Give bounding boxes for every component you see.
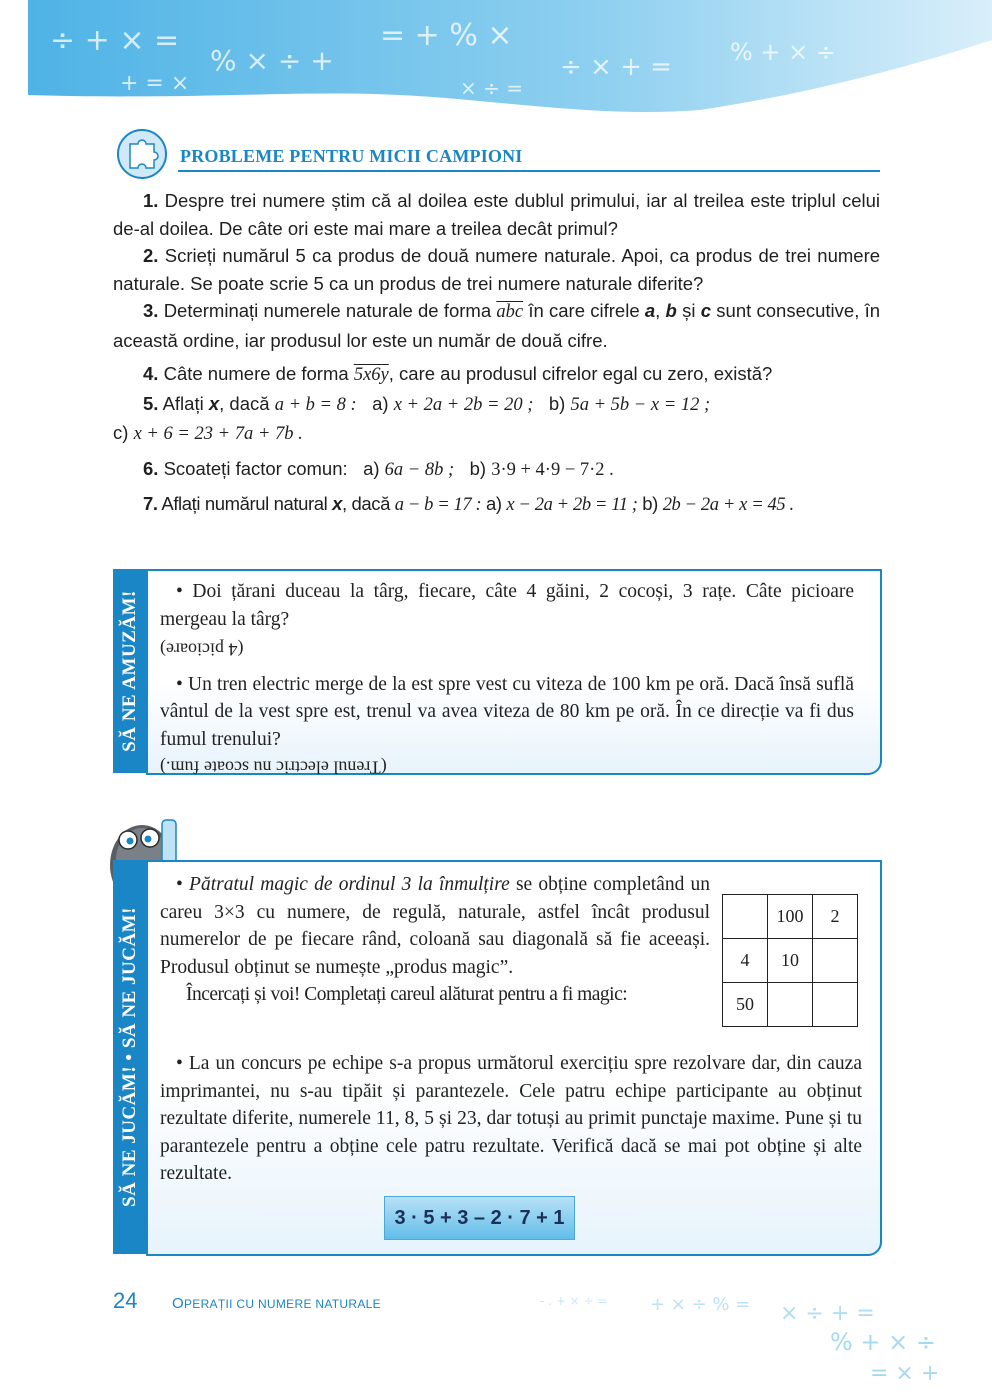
magic-square-title: Pătratul magic de ordinul 3 la înmulțire bbox=[189, 874, 510, 895]
riddle-2-answer: (Trenul electric nu scoate fum.) bbox=[160, 757, 387, 778]
svg-text:- . + × ÷ =: - . + × ÷ = bbox=[540, 1294, 608, 1308]
svg-text:% × ÷ +: % × ÷ + bbox=[210, 44, 334, 77]
expression-box: 3 · 5 + 3 – 2 · 7 + 1 bbox=[384, 1196, 575, 1240]
amuse-side-label: SĂ NE AMUZĂM! bbox=[113, 569, 147, 773]
problem-2: 2. Scrieți numărul 5 ca produs de două numere naturale. Apoi, ca produs de trei numere naturale. Se poate scrie 5 ca un produs de trei numere naturale diferite? bbox=[113, 245, 881, 294]
problem-1: 1. Despre trei numere știm că al doilea este dublul primului, iar al treilea este triplul celui de-al doilea. De câte ori este mai mare a treilea decât primul? bbox=[113, 190, 880, 239]
svg-text:÷ × + =: ÷ × + = bbox=[560, 52, 672, 82]
svg-text:÷ + × =: ÷ + × = bbox=[50, 23, 180, 58]
problem-3: 3. Determinați numerele naturale de forma $\overline{abc}$ în care cifrele a, b și c sunt consecutive, în această ordine, iar produsul lor este un număr de două cifre. bbox=[113, 300, 881, 351]
puzzle-icon bbox=[112, 126, 172, 182]
svg-text:= × +: = × + bbox=[870, 1361, 940, 1386]
bottom-decoration bbox=[530, 1280, 992, 1389]
svg-text:+ = ×: + = × bbox=[120, 71, 190, 96]
grid-cell[interactable]: 4 bbox=[723, 939, 768, 983]
section-divider bbox=[178, 170, 880, 172]
riddle-2: • Un tren electric merge de la est spre vest cu viteza de 100 km pe oră. Dacă însă suflă vântul de la vest spre est, trenul va avea viteza de 80 km pe oră. În ce direcție va fi dus fumul trenului? bbox=[160, 673, 854, 750]
problem-5c: c) x + 6 = 23 + 7a + 7b . bbox=[113, 422, 303, 444]
problem-7: 7. Aflați numărul natural x, dacă a − b = 17 : a) x − 2a + 2b = 11 ; b) 2b − 2a + x = 45 . bbox=[143, 493, 794, 515]
problem-4: 4. Câte numere de forma 5x6y, care au produsul cifrelor egal cu zero, există? bbox=[143, 363, 773, 385]
magic-square-text: • Pătratul magic de ordinul 3 la înmulțire se obține completând un careu 3×3 cu numere, de regulă, naturale, astfel încât produsul numerelor de pe fiecare rând, coloană sau diagonală să fie aceeași. Produsul obținut se numește „produs magic”. Încercați și voi! Completați careul alăturat pentru a fi magic: bbox=[160, 871, 710, 1009]
grid-cell[interactable]: 100 bbox=[768, 895, 813, 939]
svg-text:% + × ÷: % + × ÷ bbox=[730, 38, 837, 66]
magic-try: Încercați și voi! Completați careul alăturat pentru a fi magic: bbox=[186, 984, 628, 1005]
riddle-1-answer: (4 picioare) bbox=[160, 639, 244, 660]
page-number: 24 bbox=[113, 1288, 138, 1313]
problem-6: 6. Scoateți factor comun: a) 6a − 8b ; b) 3·9 + 4·9 − 7·2 . bbox=[143, 457, 614, 480]
svg-text:× ÷ + =: × ÷ + = bbox=[780, 1301, 875, 1326]
section-title: PROBLEME PENTRU MICII CAMPIONI bbox=[180, 146, 523, 166]
svg-text:= + % ×: = + % × bbox=[380, 18, 513, 53]
grid-cell[interactable] bbox=[768, 983, 813, 1027]
grid-cell[interactable]: 10 bbox=[768, 939, 813, 983]
grid-cell[interactable] bbox=[813, 983, 858, 1027]
chapter-title: OPERAȚII CU NUMERE NATURALE bbox=[172, 1295, 381, 1312]
problems-list bbox=[113, 187, 880, 520]
riddle-1: • Doi țărani duceau la târg, fiecare, câte 4 găini, 2 cocoși, 3 rațe. Câte picioare mergeau la târg? bbox=[160, 581, 854, 630]
grid-cell[interactable] bbox=[813, 939, 858, 983]
svg-text:+ × ÷ % =: + × ÷ % = bbox=[650, 1294, 751, 1315]
grid-cell[interactable] bbox=[723, 895, 768, 939]
grid-cell[interactable]: 2 bbox=[813, 895, 858, 939]
magic-square-grid bbox=[722, 894, 858, 1027]
contest-text: • La un concurs pe echipe s-a propus următorul exercițiu spre rezolvare dar, din cauza imprimantei, nu s-au tipăit și parantezele. Cele patru echipe participante au obținut rezultate diferite, numerele 11, 8, 5 și 23, dar totuși au primit punctaje maxime. Pune și tu parantezele pentru a obține cele patru rezultate. Verifică dacă se mai pot obține și alte rezultate. bbox=[160, 1053, 862, 1184]
svg-text:× ÷ =: × ÷ = bbox=[460, 76, 523, 100]
grid-cell[interactable]: 50 bbox=[723, 983, 768, 1027]
amuse-content bbox=[160, 578, 854, 781]
top-decoration-band bbox=[0, 0, 992, 120]
svg-text:% + × ÷: % + × ÷ bbox=[830, 1328, 937, 1356]
problem-5: 5. Aflați x, dacă a + b = 8 : a) x + 2a + 2b = 20 ; b) 5a + 5b − x = 12 ; bbox=[143, 392, 711, 415]
play-side-label: SĂ NE JUCĂM! • SĂ NE JUCĂM! bbox=[113, 860, 147, 1254]
